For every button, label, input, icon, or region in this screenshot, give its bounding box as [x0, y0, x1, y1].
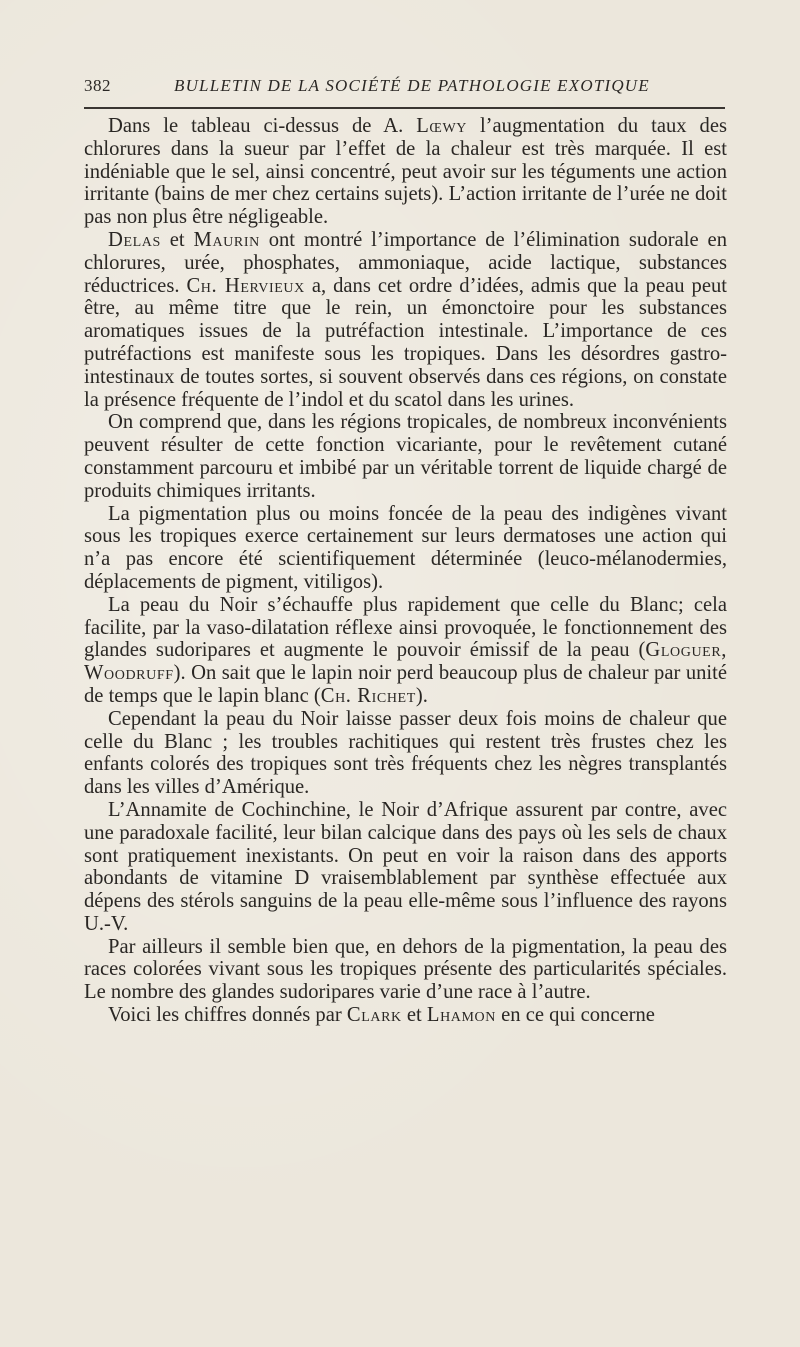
text-segment: Cependant la peau du Noir laisse passer deux fois moins de chaleur que celle du Blanc ; les troubles rachitiques qui restent très frustes chez les enfants colorés des tropiques sont très fréquents chez les nègres transplantés dans les villes d’Amérique. — [84, 707, 727, 799]
text-segment: ). On sait que le lapin noir perd beaucoup plus de chaleur par unité de temps que le lapin blanc ( — [84, 662, 727, 707]
paragraph — [84, 1004, 727, 1027]
text-segment: Par ailleurs il semble bien que, en dehors de la pigmentation, la peau des races colorées vivant sous les tropiques présente des particularités spéciales. Le nombre des glandes sudoripares varie d’une race à l’autre. — [84, 935, 727, 1004]
author-name: Ch. Richet — [320, 684, 416, 707]
author-name: Lœwy — [416, 115, 467, 137]
text-segment: La peau du Noir s’échauffe plus rapidement que celle du Blanc; cela facilite, par la vaso-dilatation réflexe ainsi provoquée, le fonctionnement des glandes sudoripares et augmente le pouvoir émissif de la peau ( — [84, 593, 727, 662]
paragraph — [84, 936, 727, 1004]
text-segment: On comprend que, dans les régions tropicales, de nombreux inconvénients peuvent résulter de cette fonction vicariante, pour le revêtement cutané constamment parcouru et imbibé par un véritable torrent de liquide chargé de produits chimiques irritants. — [84, 411, 727, 502]
page-header — [84, 76, 724, 100]
author-name: Gloguer, Woodruff — [84, 639, 727, 685]
article-body — [84, 115, 727, 1027]
text-segment: Dans le tableau ci-dessus de A. — [108, 115, 417, 137]
running-title: BULLETIN DE LA SOCIÉTÉ DE PATHOLOGIE EXOTIQUE — [174, 76, 650, 95]
text-segment: et — [401, 1004, 427, 1027]
paragraph — [84, 708, 727, 799]
text-segment: La pigmentation plus ou moins foncée de la peau des indigènes vivant sous les tropiques exerce certainement sur leurs dermatoses une action qui n’a pas encore été scientifiquement déterminée (leuco-mélanodermies, déplacements de pigment, vitiligos). — [84, 502, 727, 593]
author-name: Lhamon — [426, 1004, 496, 1027]
text-segment: l’augmentation du taux des chlorures dans la sueur par l’effet de la chaleur est très marquée. Il est indéniable que le sel, ainsi concentré, peut avoir sur les téguments une action irritante (bains de mer chez certains sujets). L’action irritante de l’urée ne doit pas non plus être négligeable. — [84, 115, 728, 229]
text-segment: Voici les chiffres donnés par — [108, 1004, 347, 1027]
paragraph — [84, 411, 727, 502]
text-segment: a, dans cet ordre d’idées, admis que la peau peut être, au même titre que le rein, un émonctoire pour les substances aromatiques issues de la putréfaction intestinale. L’importance de ces putréfactions est manifeste sous les tropiques. Dans les désordres gastro-intestinaux de toutes sortes, si souvent observés dans ces régions, on constate la présence fréquente de l’indol et du scatol dans les urines. — [84, 274, 727, 411]
author-name: Delas — [108, 228, 161, 251]
author-name: Maurin — [193, 228, 260, 251]
paragraph — [84, 115, 727, 229]
paragraph — [84, 503, 727, 594]
text-segment: ). — [415, 684, 428, 707]
text-segment: ont montré l’importance de l’élimination sudorale en chlorures, urée, phosphates, ammoniaque, acide lactique, substances réductrices. — [84, 228, 727, 297]
author-name: Clark — [346, 1004, 402, 1027]
paragraph — [84, 799, 727, 936]
text-segment: L’Annamite de Cochinchine, le Noir d’Afrique assurent par contre, avec une paradoxale facilité, leur bilan calcique dans des pays où les sels de chaux sont pratiquement inexistants. On peut en voir la raison dans des apports abondants de vitamine D vraisemblablement par synthèse effectuée aux dépens des stérols sanguins de la peau elle-même sous l’influence des rayons U.-V. — [84, 798, 727, 935]
paragraph — [84, 229, 727, 411]
page-number: 382 — [84, 76, 111, 95]
text-segment: en ce qui concerne — [495, 1004, 655, 1027]
paragraph — [84, 594, 727, 708]
header-rule — [84, 107, 725, 109]
author-name: Ch. Hervieux — [186, 274, 305, 297]
text-segment: et — [160, 228, 194, 251]
